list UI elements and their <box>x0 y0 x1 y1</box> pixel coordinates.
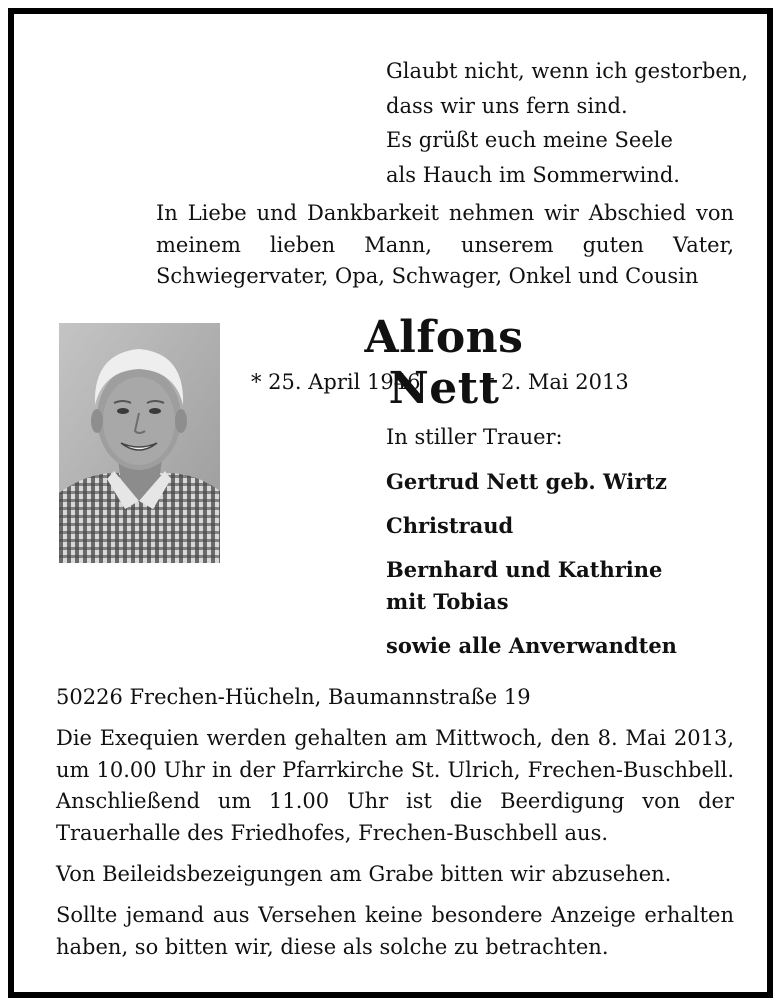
mourner-grandchild: mit Tobias <box>386 589 509 614</box>
mourner-relatives: sowie alle Anverwandten <box>386 633 677 658</box>
birth-date: * 25. April 1946 <box>251 370 421 394</box>
mourner-child: Bernhard und Kathrine <box>386 557 663 582</box>
poem-line: als Hauch im Sommerwind. <box>386 162 680 187</box>
funeral-details: Die Exequien werden gehalten am Mittwoch, den 8. Mai 2013, um 10.00 Uhr in der Pfarrkirche St. Ulrich, Frechen-Buschbell. Anschließend um 11.00 Uhr ist die Beerdigung von der Trauerhalle des Friedhofes, Frechen-Buschbell aus. <box>56 726 734 845</box>
obituary-frame <box>8 8 773 998</box>
death-date: † 2. Mai 2013 <box>484 370 629 394</box>
notice-text: Sollte jemand aus Versehen keine besondere Anzeige erhalten haben, so bitten wir, diese als solche zu betrachten. <box>56 903 734 959</box>
portrait-photo <box>59 323 220 563</box>
mourner-spouse: Gertrud Nett geb. Wirtz <box>386 469 667 494</box>
intro-text: In Liebe und Dankbarkeit nehmen wir Abschied von meinem lieben Mann, unserem guten Vater, Schwiegervater, Opa, Schwager, Onkel und Cousin <box>156 201 734 288</box>
deceased-name: Alfons Nett <box>364 312 524 414</box>
poem-line: Es grüßt euch meine Seele <box>386 128 673 152</box>
poem-line: Glaubt nicht, wenn ich gestorben, <box>386 59 749 83</box>
address: 50226 Frechen-Hücheln, Baumannstraße 19 <box>56 685 531 709</box>
poem <box>386 54 756 192</box>
condolence-note: Von Beileidsbezeigungen am Grabe bitten wir abzusehen. <box>56 862 672 886</box>
mourner-child: Christraud <box>386 513 514 538</box>
poem-line: dass wir uns fern sind. <box>386 93 628 118</box>
mourning-heading: In stiller Trauer: <box>386 425 563 449</box>
